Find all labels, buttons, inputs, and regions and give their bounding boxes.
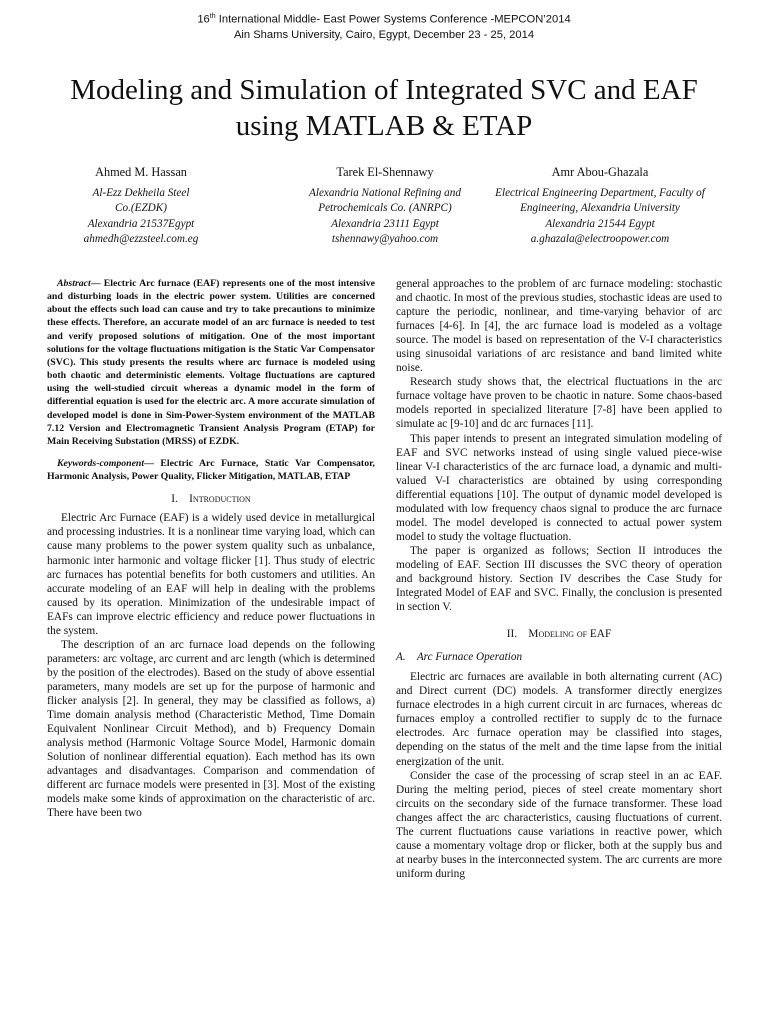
right-column [396, 277, 722, 881]
body-paragraph: Consider the case of the processing of scrap steel in an ac EAF. During the melting period, pieces of steel create momentary short circuits on the secondary side of the furnace transformer. These load changes affect the arc characteristics, causing fluctuations of current. The current fluctuations cause variations in reactive power, which cause a momentary voltage drop or flicker, both at the supply bus and at nearby buses in the interconnected system. The arc currents are more uniform during [396, 769, 722, 880]
conference-name: 16th International Middle- East Power Systems Conference -MEPCON’2014 [197, 13, 571, 26]
author-email: a.ghazala@electroopower.com [530, 233, 670, 245]
author-name: Tarek El-Shennawy [336, 165, 434, 179]
author-affiliation: Alexandria National Refining and [309, 186, 461, 199]
conference-location: Ain Shams University, Cairo, Egypt, December 23 - 25, 2014 [233, 28, 535, 41]
body-paragraph: The paper is organized as follows; Section II introduces the modeling of EAF. Section III discusses the SVC theory of operation and background history. Section IV describes the Case Study for Integrated Model of EAF and SVC. Finally, the conclusion is presented in section V. [396, 544, 722, 614]
author-3 [470, 165, 730, 248]
section-heading: I. Introduction [171, 493, 251, 506]
author-affiliation: Electrical Engineering Department, Faculty of [495, 186, 705, 199]
author-affiliation: Al-Ezz Dekheila Steel [92, 186, 190, 199]
keywords-text: — Electric Arc Furnace, Static Var Compensator, Harmonic Analysis, Power Quality, Flicker Mitigation, MATLAB, ETAP [47, 458, 375, 483]
author-email: tshennawy@yahoo.com [331, 233, 439, 245]
abstract-text: — Electric Arc furnace (EAF) represents one of the most intensive and disturbing loads in the electric power system. Utilities are concerned about the effects such load can cause and try to take precautions to minimize these effects. Therefore, an accurate model of an arc furnace is needed to test and verify proposed solutions of mitigation. One of the most important solutions for the voltage fluctuations mitigation is the Static Var Compensator (SVC). This study presents the results where arc furnace is modeled using both chaotic and deterministic elements. Voltage fluctuations are captured using the well-studied circuit whereas a dynamic model in the form of differential equation is used for the electric arc. A more accurate simulation of developed model is done in Sim-Power-System environment of the MATLAB 7.12 Version and Electromagnetic Transient Analysis Program (ETAP) for Main Receiving Substation (MRSS) of EZDK. [47, 278, 375, 447]
body-paragraph: This paper intends to present an integrated simulation modeling of EAF and SVC networks instead of using single valued piece-wise linear V-I characteristics of the arc furnace load, a dynamic and multi-valued V-I characteristics are obtained by using corresponding differential equations [10]. The output of dynamic model developed is modulated with low frequency chaos signal to produce the arc furnace model. The model developed is connected to actual power system model to study the voltage fluctuation. [396, 432, 722, 543]
author-affiliation: Engineering, Alexandria University [520, 202, 680, 214]
author-address: Alexandria 23111 Egypt [331, 217, 439, 230]
abstract-label: Abstract [57, 278, 91, 289]
author-1 [36, 165, 246, 248]
body-paragraph: Electric arc furnaces are available in both alternating current (AC) and Direct current (DC) models. A transformer directly energizes furnace electrodes in a high current circuit in arc furnaces, whereas dc furnaces employ a controlled rectifier to supply dc to the furnace electrodes. Arc furnace operation may be classified into stages, depending on the status of the melt and the time lapse from the initial energization of the unit. [396, 671, 722, 768]
author-address: Alexandria 21537Egypt [87, 217, 195, 230]
subsection-heading: A. Arc Furnace Operation [396, 651, 523, 664]
body-paragraph: general approaches to the problem of arc furnace modeling: stochastic and chaotic. In most of the previous studies, stochastic ideas are used to capture the periodic, nonlinear, and time-varying behavior of arc furnaces [4-6]. In [4], the arc furnace load is modeled as a voltage source. The model is based on representation of the V-I characteristics using sinusoidal variations of arc resistance and band limited white noise. [396, 278, 722, 375]
author-affiliation: Petrochemicals Co. (ANRPC) [318, 202, 452, 214]
keywords [47, 457, 375, 483]
author-email: ahmedh@ezzsteel.com.eg [83, 233, 199, 245]
author-name: Ahmed M. Hassan [95, 165, 187, 179]
body-paragraph: Electric Arc Furnace (EAF) is a widely used device in metallurgical and processing industries. It is a nonlinear time varying load, which can cause many problems to the power system quality such as unbalance, harmonic inter harmonic and voltage flicker [1]. Thus study of electric arc furnaces has potential benefits for both customers and utilities. An accurate modeling of an EAF will help in dealing with the problems caused by its operation. Minimization of the undesirable impact of EAFs can improve electric efficiency and reduce power fluctuations in the system. [47, 512, 375, 637]
body-paragraph: The description of an arc furnace load depends on the following parameters: arc voltage, arc current and arc length (which is determined by the position of the electrodes). Based on the study of above essential parameters, many models are set up for the purpose of harmonic and flicker analysis [2]. In general, they may be classified as follows, a) Time domain analysis method (Characteristic Method, Time Domain Equivalent Nonlinear Circuit Method), and b) Frequency Domain analysis method (Harmonic Voltage Source Model, Harmonic domain Solution of nonlinear differential equation). Each method has its own advantages and disadvantages. Comparison and commendation of different arc furnace models were presented in [3]. Most of the existing models make some kinds of approximation on the characteristic of arc. There have been two [47, 638, 375, 820]
author-name: Amr Abou-Ghazala [551, 165, 649, 179]
keywords-label: Keywords-component [57, 458, 145, 470]
paper-title: Modeling and Simulation of Integrated SVC and EAF using MATLAB & ETAP [70, 74, 698, 142]
author-affiliation: Co.(EZDK) [115, 202, 167, 214]
left-column [47, 277, 375, 820]
author-address: Alexandria 21544 Egypt [545, 217, 655, 230]
body-paragraph: Research study shows that, the electrical fluctuations in the arc furnace voltage have proven to be chaotic in nature. Some chaos-based models reported in specialized literature [7-8] have been applied to simulate ac [9-10] and dc arc furnaces [11]. [396, 376, 722, 431]
section-heading: II. Modeling of EAF [506, 628, 612, 641]
abstract [47, 277, 375, 448]
conference-header [0, 9, 768, 43]
